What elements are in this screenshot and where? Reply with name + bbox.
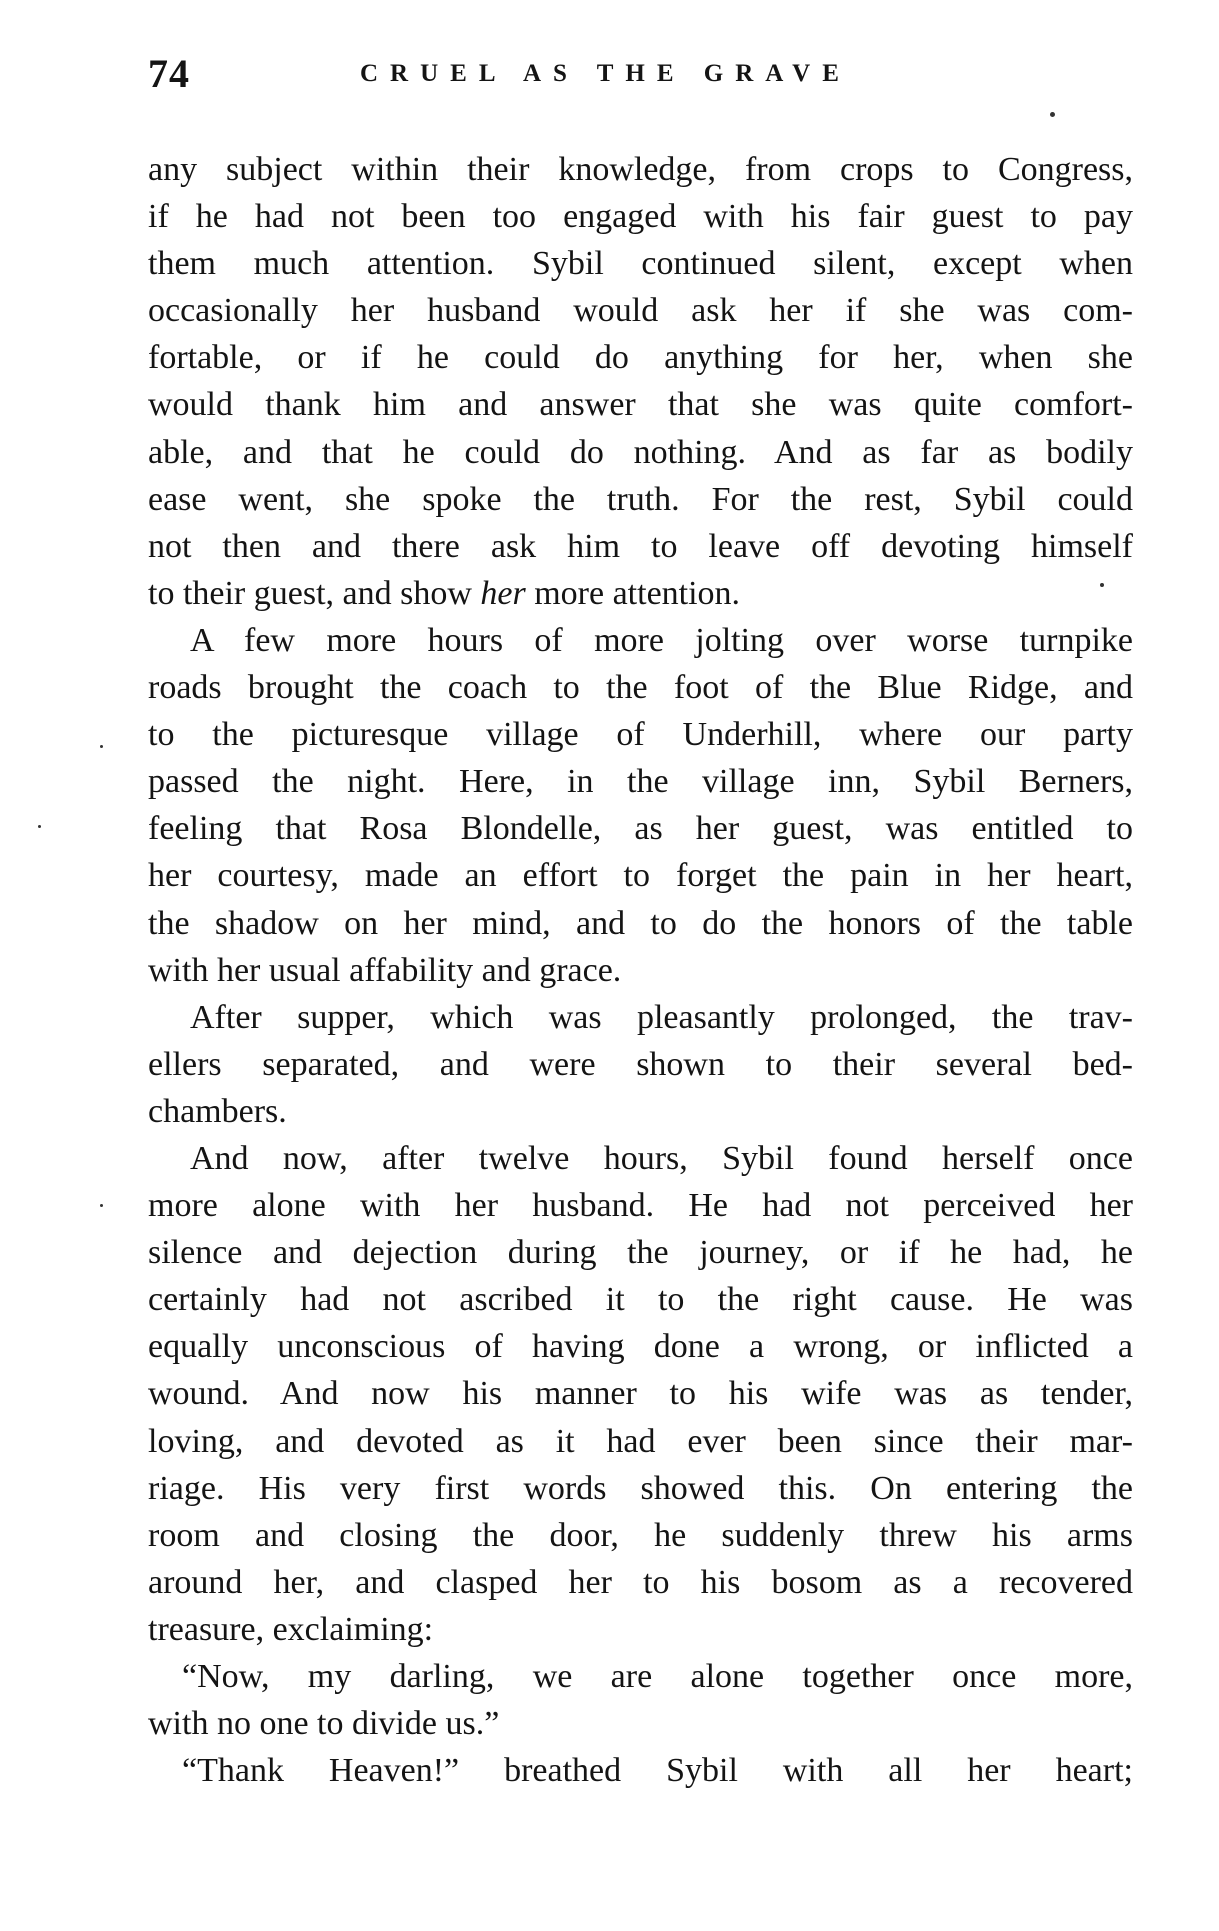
text-line: A few more hours of more jolting over worse turnpike — [190, 621, 1133, 659]
text-line: more alone with her husband. He had not perceived her — [148, 1187, 1133, 1225]
text-line: with no one to divide us.” — [148, 1705, 500, 1743]
text-line: wound. And now his manner to his wife was as tender, — [148, 1375, 1133, 1413]
text-line: around her, and clasped her to his bosom as a recovered — [148, 1563, 1133, 1601]
text-line: passed the night. Here, in the village inn, Sybil Berners, — [148, 763, 1133, 801]
text-line: certainly had not ascribed it to the right cause. He was — [148, 1281, 1133, 1319]
text-line: her courtesy, made an effort to forget the pain in her heart, — [148, 857, 1133, 895]
text-line: chambers. — [148, 1092, 287, 1130]
text-line: if he had not been too engaged with his fair guest to pay — [148, 198, 1133, 236]
text-line: silence and dejection during the journey, or if he had, he — [148, 1234, 1133, 1272]
text-line: equally unconscious of having done a wrong, or inflicted a — [148, 1328, 1133, 1366]
text-line: fortable, or if he could do anything for her, when she — [148, 339, 1133, 377]
text-line: not then and there ask him to leave off devoting himself — [148, 527, 1133, 565]
print-speck — [1100, 583, 1104, 587]
italic-emphasis: her — [480, 574, 526, 612]
text-line: able, and that he could do nothing. And as far as bodily — [148, 433, 1133, 471]
text-line: ease went, she spoke the truth. For the rest, Sybil could — [148, 480, 1133, 518]
text-line: riage. His very first words showed this. On entering the — [148, 1469, 1133, 1507]
print-speck — [1050, 112, 1055, 117]
text-line: the shadow on her mind, and to do the honors of the table — [148, 904, 1133, 942]
text-line: After supper, which was pleasantly prolonged, the trav- — [190, 998, 1133, 1036]
text-line: treasure, exclaiming: — [148, 1610, 434, 1648]
print-speck — [100, 745, 103, 748]
text-line: with her usual affability and grace. — [148, 951, 622, 989]
text-line: would thank him and answer that she was quite comfort- — [148, 386, 1133, 424]
text-line: to their guest, and show her more attention. — [148, 574, 741, 612]
text-line: feeling that Rosa Blondelle, as her guest, was entitled to — [148, 810, 1133, 848]
text-line: “Thank Heaven!” breathed Sybil with all her heart; — [182, 1752, 1133, 1790]
text-line: them much attention. Sybil continued silent, except when — [148, 245, 1133, 283]
text-line: occasionally her husband would ask her if she was com- — [148, 292, 1133, 330]
text-line: ellers separated, and were shown to their several bed- — [148, 1045, 1133, 1083]
text-line: loving, and devoted as it had ever been since their mar- — [148, 1422, 1133, 1460]
page-number: 74 — [148, 51, 190, 96]
print-speck — [38, 825, 41, 828]
running-title: CRUEL AS THE GRAVE — [360, 60, 851, 87]
body-text — [148, 146, 1133, 1794]
print-speck — [100, 1204, 103, 1207]
text-line: room and closing the door, he suddenly threw his arms — [148, 1516, 1133, 1554]
text-line: any subject within their knowledge, from crops to Congress, — [148, 151, 1133, 188]
text-line: to the picturesque village of Underhill, where our party — [148, 716, 1133, 754]
text-line: roads brought the coach to the foot of the Blue Ridge, and — [148, 669, 1133, 707]
text-line: And now, after twelve hours, Sybil found herself once — [190, 1139, 1133, 1177]
text-line: “Now, my darling, we are alone together once more, — [182, 1658, 1133, 1695]
